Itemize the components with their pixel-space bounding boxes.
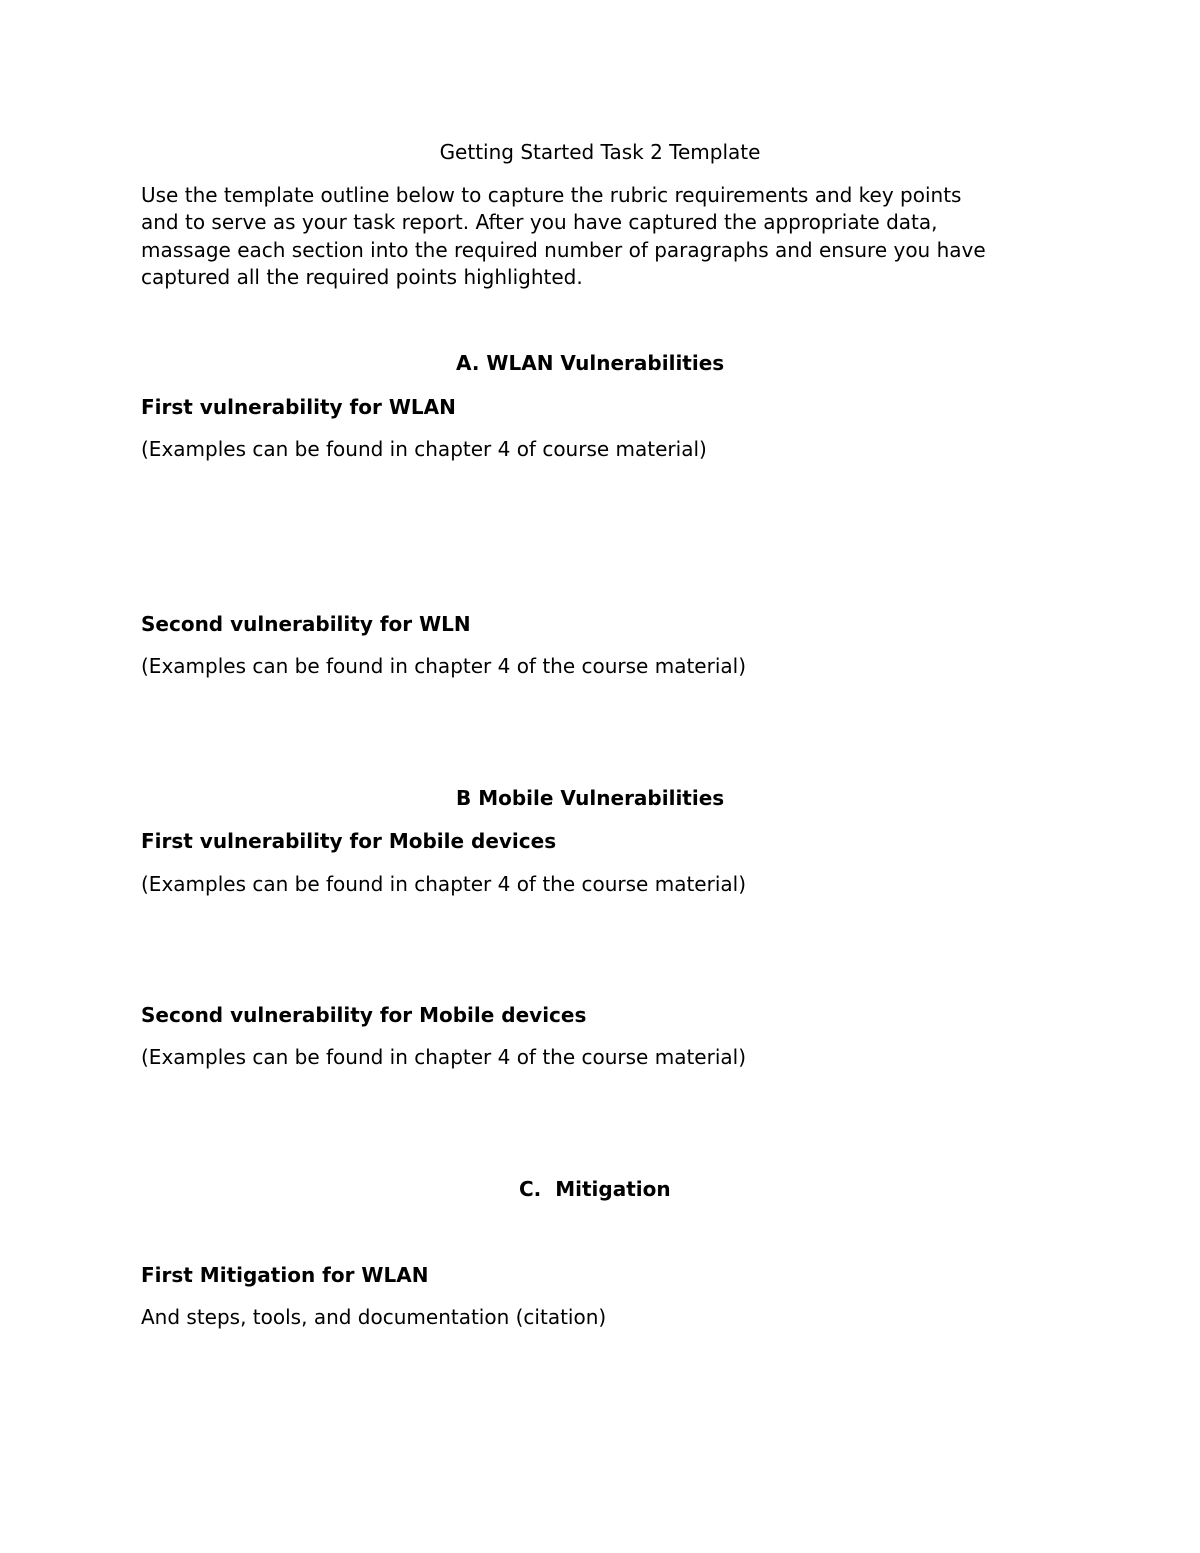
section-b-first-heading: First vulnerability for Mobile devices	[141, 829, 557, 853]
section-b-second-note: (Examples can be found in chapter 4 of the course material)	[141, 1045, 746, 1069]
intro-line: massage each section into the required number of paragraphs and ensure you have	[141, 237, 986, 262]
section-a-second-note: (Examples can be found in chapter 4 of the course material)	[141, 654, 746, 678]
intro-line: captured all the required points highlighted.	[141, 264, 583, 289]
section-b-second-heading: Second vulnerability for Mobile devices	[141, 1003, 587, 1027]
section-a-first-note: (Examples can be found in chapter 4 of course material)	[141, 437, 707, 461]
intro-line: Use the template outline below to capture the rubric requirements and key points	[141, 183, 962, 207]
section-b-title: B Mobile Vulnerabilities	[456, 786, 725, 810]
document-title: Getting Started Task 2 Template	[439, 140, 761, 164]
intro-paragraph	[141, 182, 1071, 291]
section-c-first-note: And steps, tools, and documentation (citation)	[141, 1305, 607, 1329]
section-a-first-heading: First vulnerability for WLAN	[141, 395, 456, 419]
intro-line: and to serve as your task report. After you have captured the appropriate data,	[141, 210, 938, 235]
section-a-title: A. WLAN Vulnerabilities	[456, 351, 725, 375]
section-b-first-note: (Examples can be found in chapter 4 of the course material)	[141, 872, 746, 896]
section-a-second-heading: Second vulnerability for WLN	[141, 612, 471, 636]
section-c-title: C. Mitigation	[519, 1177, 671, 1201]
section-c-first-heading: First Mitigation for WLAN	[141, 1263, 429, 1287]
